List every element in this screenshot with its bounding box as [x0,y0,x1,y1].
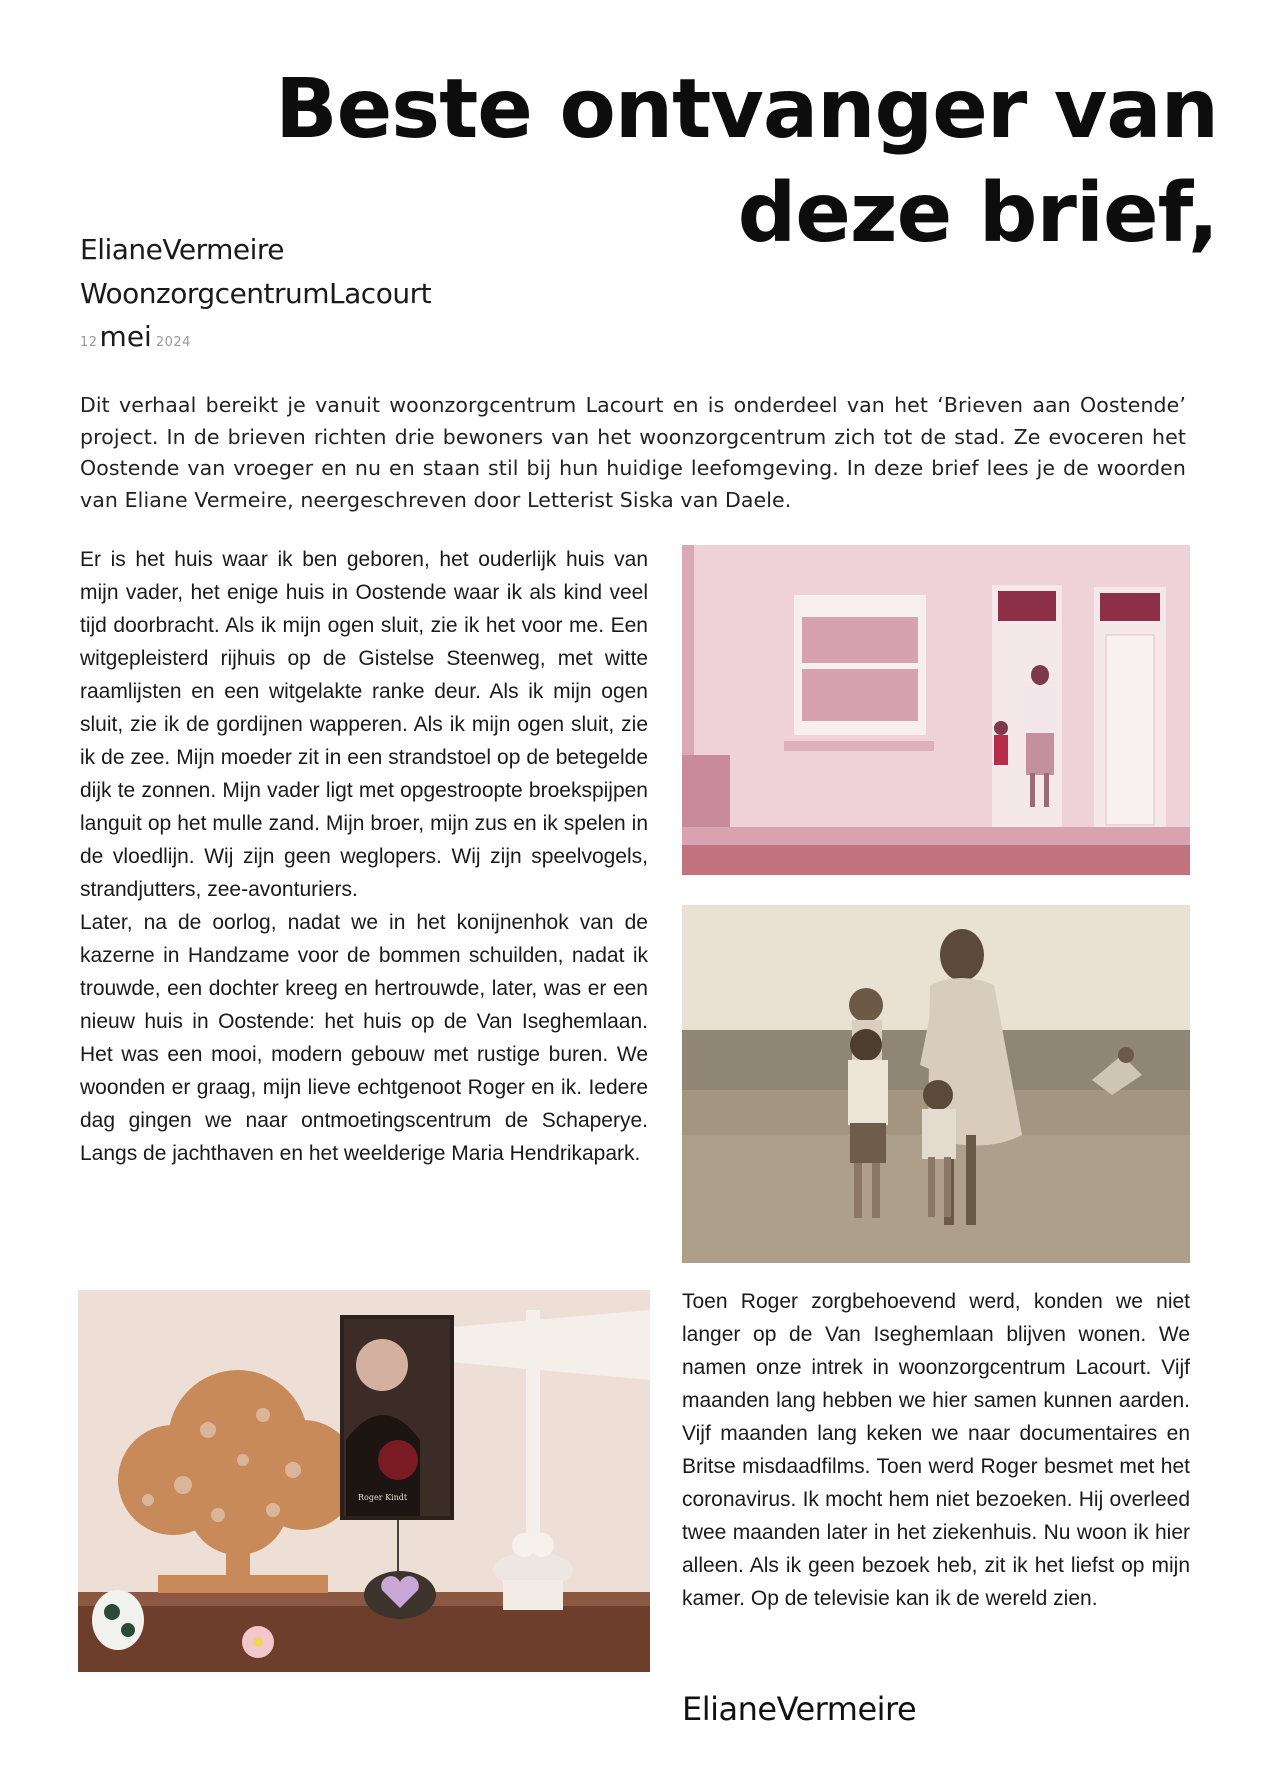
memorial-card-name: Roger Kindt [358,1493,408,1502]
photo-house-facade [682,545,1190,875]
body-paragraph-1: Er is het huis waar ik ben geboren, het ouderlijk huis van mijn vader, het enige huis in Oostende waar ik als kind veel tijd doorbracht. Als ik mijn ogen sluit, zie ik het voor me. Een witgepleisterd rijhuis op de Gistelse Steenweg, met witte raamlijsten en een witgelakte ranke deur. Als ik mijn ogen sluit, zie ik de gordijnen wapperen. Als ik mijn ogen sluit, zie ik de zee. Mijn moeder zit in een strandstoel op de betegelde dijk te zonnen. Mijn vader ligt met opgestroopte broekspijpen languit op het mulle zand. Mijn broer, mijn zus en ik spelen in de vloedlijn. Wij zijn geen weglopers. Wij zijn speelvogels, strandjutters, zee-avonturiers. [80,548,648,901]
date-month: mei [99,320,152,353]
body-paragraph-3: Toen Roger zorgbehoevend werd, konden we niet langer op de Van Iseghemlaan blijven wonen. We namen onze intrek in woonzorgcentrum Lacourt. Vijf maanden lang hebben we hier samen kunnen aarden. Vijf maanden lang keken we naar documentaires en Britse misdaadfilms. Toen werd Roger besmet met het coronavirus. Ik mocht hem niet bezoeken. Hij overleed twee maanden later in het ziekenhuis. Nu woon ik hier alleen. Als ik geen bezoek heb, zit ik het liefst op mijn kamer. Op de televisie kan ik de wereld zien. [682,1290,1190,1610]
photo-beach-family [682,905,1190,1263]
title-line-2: deze brief, [737,166,1218,261]
signature: ElianeVermeire [682,1690,917,1728]
sender-block [80,228,431,360]
letter-date [80,320,431,360]
date-day: 12 [80,335,98,350]
sender-name: ElianeVermeire [80,233,285,266]
body-paragraph-2: Later, na de oorlog, nadat we in het konijnenhok van de kazerne in Handzame voor de bommen schuilden, nadat ik trouwde, een dochter kreeg en hertrouwde, later, was er een nieuw huis in Oostende: het huis op de Van Iseghemlaan. Het was een mooi, modern gebouw met rustige buren. We woonden er graag, mijn lieve echtgenoot Roger en ik. Iedere dag gingen we naar ontmoetingscentrum de Schaperye. Langs de jachthaven en het weelderige Maria Hendrikapark. [80,911,648,1165]
intro-paragraph: Dit verhaal bereikt je vanuit woonzorgcentrum Lacourt en is onderdeel van het ‘Brieven aan Oostende’ project. In de brieven richten drie bewoners van het woonzorgcentrum zich tot de stad. Ze evoceren het Oostende van vroeger en nu en staan stil bij hun huidige leefomgeving. In deze brief lees je de woorden van Eliane Vermeire, neergeschreven door Letterist Siska van Daele. [80,393,1186,512]
title-line-1: Beste ontvanger van [275,62,1218,157]
photo-memorial-table [78,1290,650,1672]
date-year: 2024 [155,335,191,350]
body-left-column [80,543,648,1170]
sender-place: WoonzorgcentrumLacourt [80,277,432,310]
